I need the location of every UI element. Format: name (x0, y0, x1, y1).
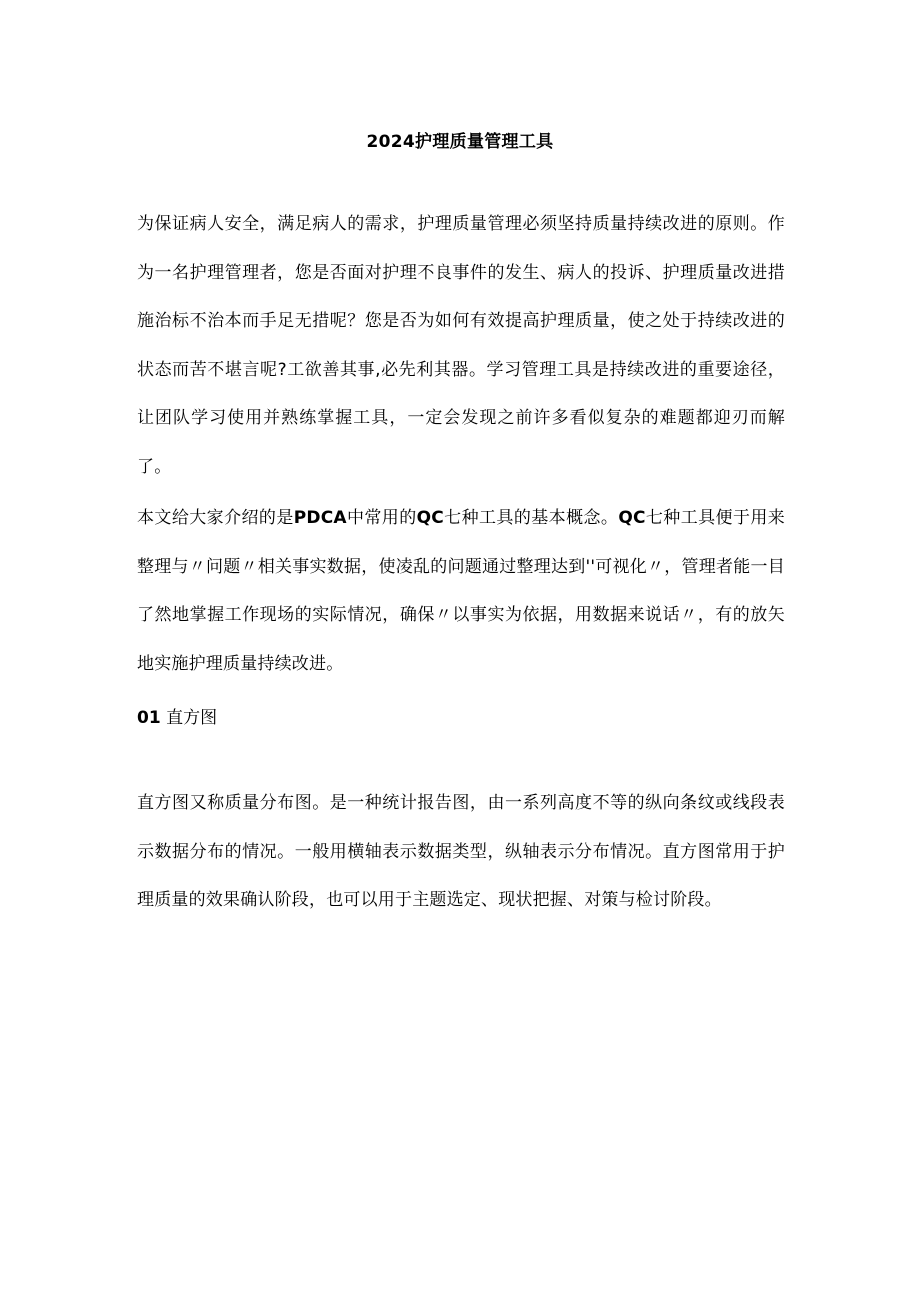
pdca-text-2: 中常用的 (346, 508, 417, 528)
qc-term-2: QC (618, 508, 646, 528)
intro-paragraph: 为保证病人安全，满足病人的需求，护理质量管理必须坚持质量持续改进的原则。作为一名护理管理者，您是否面对护理不良事件的发生、病人的投诉、护理质量改进措施治标不治本而手足无措呢？您是否为如何有效提高护理质量，使之处于持续改进的状态而苦不堪言呢?工欲善其事,必先利其器。学习管理工具是持续改进的重要途径，让团队学习使用并熟练掌握工具，一定会发现之前许多看似复杂的难题都迎刃而解了。 (137, 214, 785, 477)
section-heading-histogram (137, 698, 217, 738)
pdca-text-3: 七种工具的基本概念。 (443, 508, 619, 528)
pdca-text-1: 本文给大家介绍的是 (137, 508, 294, 528)
section-number: 01 (137, 708, 161, 728)
histogram-paragraph: 直方图又称质量分布图。是一种统计报告图，由一系列高度不等的纵向条纹或线段表示数据分布的情况。一般用横轴表示数据类型，纵轴表示分布情况。直方图常用于护理质量的效果确认阶段，也可以用于主题选定、现状把握、对策与检讨阶段。 (137, 793, 785, 910)
qc-term-1: QC (416, 508, 444, 528)
section-heading-text: 直方图 (166, 708, 218, 728)
pdca-term: PDCA (293, 508, 347, 528)
pdca-paragraph (137, 494, 785, 688)
pdca-text-4: 七种工具便于用来整理与〃问题〃相关事实数据，使凌乱的问题通过整理达到''可视化〃，管理者能一目了然地掌握工作现场的实际情况，确保〃以事实为依据，用数据来说话〃，有的放矢地实施护理质量持续改进。 (137, 508, 785, 674)
document-title: 2024护理质量管理工具 (366, 132, 554, 152)
